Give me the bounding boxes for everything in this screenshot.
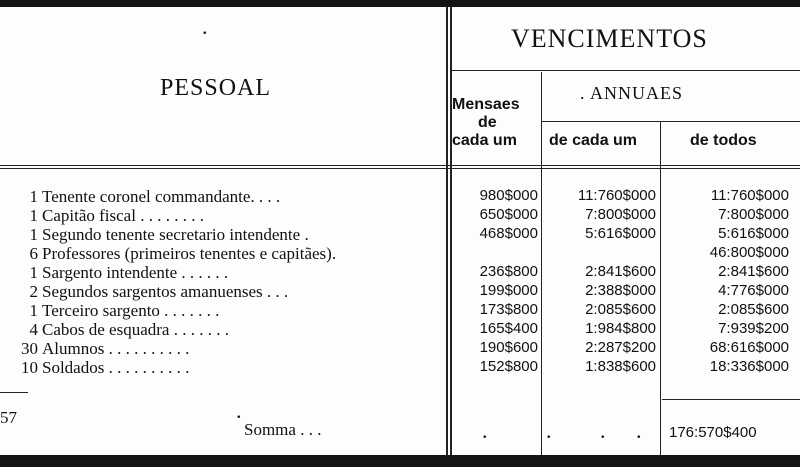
de-label: de bbox=[478, 114, 497, 131]
row-cada: 2:287$200 bbox=[585, 339, 656, 356]
row-todos: 4:776$000 bbox=[718, 282, 789, 299]
total-qty: 57 bbox=[0, 408, 17, 427]
row-mensal: 165$400 bbox=[479, 320, 538, 337]
row-cada: 2:085$600 bbox=[585, 301, 656, 318]
row-todos: 68:616$000 bbox=[709, 339, 789, 356]
somma-label: Somma . . . bbox=[244, 420, 322, 439]
total-sum-rule bbox=[662, 399, 800, 400]
header-bottom-rule-2 bbox=[0, 168, 800, 169]
row-qty: 1 bbox=[29, 206, 38, 225]
row-todos: 5:616$000 bbox=[718, 225, 789, 242]
row-qty: 4 bbox=[29, 320, 38, 339]
row-mensal: 236$800 bbox=[479, 263, 538, 280]
cada-empty-dot-3: . bbox=[636, 418, 642, 443]
row-mensal: 173$800 bbox=[479, 301, 538, 318]
row-label: Segundo tenente secretario intendente . bbox=[42, 225, 309, 244]
row-mensal: 980$000 bbox=[479, 187, 538, 204]
row-cada: 7:800$000 bbox=[585, 206, 656, 223]
row-qty: 1 bbox=[29, 187, 38, 206]
row-label: Professores (primeiros tenentes e capitães). bbox=[42, 244, 337, 263]
row-mensal: 468$000 bbox=[479, 225, 538, 242]
de-todos-label: de todos bbox=[690, 132, 757, 149]
row-qty: 1 bbox=[29, 225, 38, 244]
row-mensal: 199$000 bbox=[479, 282, 538, 299]
row-cada: 1:838$600 bbox=[585, 358, 656, 375]
row-todos: 7:800$000 bbox=[718, 206, 789, 223]
cada-um-label: cada um bbox=[452, 132, 517, 149]
table-row bbox=[0, 358, 800, 378]
row-label: Terceiro sargento . . . . . . . bbox=[42, 301, 220, 320]
row-cada: 1:984$800 bbox=[585, 320, 656, 337]
annuaes-label bbox=[580, 83, 683, 104]
row-cada: 11:760$000 bbox=[577, 187, 656, 204]
row-todos: 11:760$000 bbox=[710, 187, 789, 204]
cada-empty-dot-2: . bbox=[600, 418, 606, 443]
rule-under-annuaes bbox=[542, 121, 800, 122]
table-row bbox=[0, 187, 800, 207]
table-row bbox=[0, 339, 800, 359]
row-label: Sargento intendente . . . . . . bbox=[42, 263, 229, 282]
header-dot: . bbox=[202, 14, 208, 39]
annuaes-text: ANNUAES bbox=[590, 83, 684, 103]
row-label: Capitão fiscal . . . . . . . . bbox=[42, 206, 204, 225]
top-rule bbox=[0, 0, 800, 7]
table-row bbox=[0, 225, 800, 245]
row-todos: 7:939$200 bbox=[718, 320, 789, 337]
row-todos: 2:841$600 bbox=[718, 263, 789, 280]
row-todos: 18:336$000 bbox=[709, 358, 789, 375]
row-qty: 30 bbox=[21, 339, 38, 358]
table-row bbox=[0, 263, 800, 283]
row-label: Alumnos . . . . . . . . . . bbox=[42, 339, 190, 358]
table-row bbox=[0, 244, 800, 264]
row-label: Soldados . . . . . . . . . . bbox=[42, 358, 190, 377]
row-mensal: 152$800 bbox=[479, 358, 538, 375]
table-row bbox=[0, 320, 800, 340]
row-todos: 2:085$600 bbox=[718, 301, 789, 318]
table-row bbox=[0, 206, 800, 226]
row-qty: 1 bbox=[29, 263, 38, 282]
row-qty: 2 bbox=[29, 282, 38, 301]
row-qty: 1 bbox=[29, 301, 38, 320]
row-label: Tenente coronel commandante. . . . bbox=[42, 187, 281, 206]
mensal-empty-dot: . bbox=[482, 418, 488, 443]
cada-empty-dot-1: . bbox=[546, 418, 552, 443]
table-row bbox=[0, 282, 800, 302]
grand-total: 176:570$400 bbox=[669, 424, 757, 441]
vencimentos-header: VENCIMENTOS bbox=[511, 24, 708, 53]
row-todos: 46:800$000 bbox=[709, 244, 789, 261]
annuaes-dot: . bbox=[580, 83, 586, 103]
row-label: Segundos sargentos amanuenses . . . bbox=[42, 282, 289, 301]
row-label: Cabos de esquadra . . . . . . . bbox=[42, 320, 229, 339]
somma-dot: . bbox=[236, 398, 242, 423]
mensaes-label: Mensaes bbox=[452, 96, 520, 113]
row-mensal: 190$600 bbox=[479, 339, 538, 356]
rule-under-vencimentos bbox=[451, 70, 800, 71]
row-cada: 2:388$000 bbox=[585, 282, 656, 299]
row-mensal: 650$000 bbox=[479, 206, 538, 223]
pessoal-header: PESSOAL bbox=[160, 75, 272, 101]
row-cada: 5:616$000 bbox=[585, 225, 656, 242]
qty-sum-rule bbox=[0, 392, 28, 393]
de-cada-um-label: de cada um bbox=[549, 132, 638, 149]
bottom-rule bbox=[0, 455, 800, 467]
table-row bbox=[0, 301, 800, 321]
row-qty: 10 bbox=[21, 358, 38, 377]
row-cada: 2:841$600 bbox=[585, 263, 656, 280]
header-bottom-rule-1 bbox=[0, 165, 800, 166]
row-qty: 6 bbox=[29, 244, 38, 263]
